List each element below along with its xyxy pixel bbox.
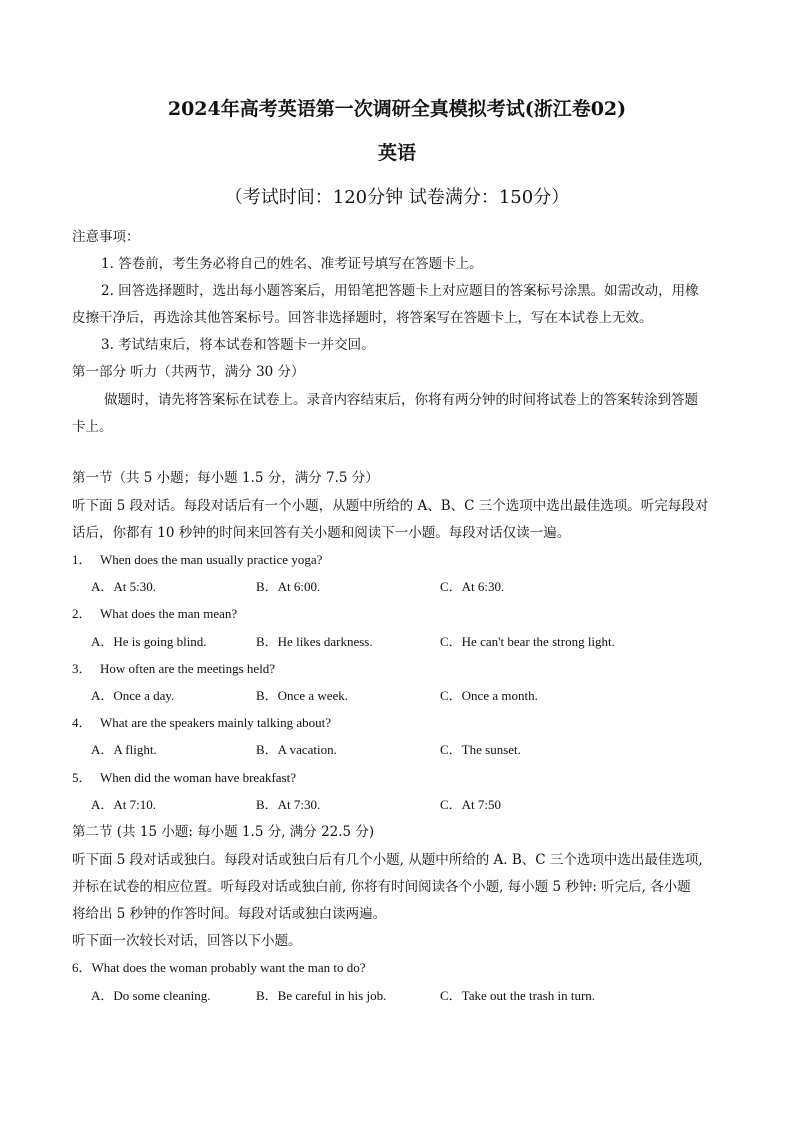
question-text: 6．What does the woman probably want the man to do? — [72, 960, 366, 975]
note-item-2-line2: 皮擦干净后，再选涂其他答案标号。回答非选择题时，将答案写在答题卡上，写在本试卷上无效。 — [72, 310, 653, 326]
option-a: A．He is going blind. — [91, 634, 207, 649]
section2-instruction-line1: 听下面 5 段对话或独白。每段对话或独白后有几个小题, 从题中所给的 A. B、C 三个选项中选出最佳选项, — [72, 852, 703, 868]
question-number: 3． — [72, 661, 92, 676]
option-b: B．At 6:00. — [256, 579, 321, 594]
note-item-1: 1. 答卷前，考生务必将自己的姓名、准考证号填写在答题卡上。 — [101, 256, 483, 272]
option-b: B．Be careful in his job. — [256, 988, 387, 1003]
question-text: What does the man mean? — [100, 606, 238, 621]
exam-time-info: （考试时间：120分钟 试卷满分：150分） — [224, 187, 570, 208]
question-number: 2． — [72, 606, 92, 621]
part1-instruction-line2: 卡上。 — [72, 419, 113, 435]
option-c: C．Take out the trash in turn. — [440, 988, 596, 1003]
option-b: B．A vacation. — [256, 742, 337, 757]
part1-instruction-line1: 做题时，请先将答案标在试卷上。录音内容结束后，你将有两分钟的时间将试卷上的答案转涂到答题 — [104, 392, 698, 408]
option-a: A．At 7:10. — [91, 797, 157, 812]
option-b: B．Once a week. — [256, 688, 349, 703]
exam-title: 2024年高考英语第一次调研全真模拟考试(浙江卷02) — [167, 98, 627, 120]
note-item-2-line1: 2. 回答选择题时，选出每小题答案后，用铅笔把答题卡上对应题目的答案标号涂黑。如需改动，用橡 — [101, 283, 699, 299]
section1-heading: 第一节（共 5 小题；每小题 1.5 分，满分 7.5 分） — [72, 470, 379, 486]
question-text: When did the woman have breakfast? — [100, 770, 297, 785]
option-b: B．At 7:30. — [256, 797, 321, 812]
option-c: C．He can't bear the strong light. — [440, 634, 615, 649]
question-text: What are the speakers mainly talking about? — [100, 715, 332, 730]
notes-heading: 注意事项： — [72, 229, 140, 245]
section2-heading: 第二节 (共 15 小题: 每小题 1.5 分, 满分 22.5 分) — [72, 824, 375, 840]
subject-title: 英语 — [377, 142, 416, 164]
question-number: 1． — [72, 552, 92, 567]
option-a: A．Do some cleaning. — [91, 988, 211, 1003]
long-dialog-instruction: 听下面一次较长对话，回答以下小题。 — [72, 933, 302, 949]
section1-instruction-line2: 话后，你都有 10 秒钟的时间来回答有关小题和阅读下一小题。每段对话仅读一遍。 — [72, 525, 571, 541]
note-item-3: 3. 考试结束后，将本试卷和答题卡一并交回。 — [101, 337, 375, 353]
option-c: C．At 7:50 — [440, 797, 502, 812]
option-c: C．At 6:30. — [440, 579, 505, 594]
option-c: C．Once a month. — [440, 688, 538, 703]
question-number: 5． — [72, 770, 92, 785]
question-number: 4． — [72, 715, 92, 730]
option-c: C．The sunset. — [440, 742, 521, 757]
section1-instruction-line1: 听下面 5 段对话。每段对话后有一个小题，从题中所给的 A、B、C 三个选项中选出最佳选项。听完每段对 — [72, 498, 709, 514]
option-b: B．He likes darkness. — [256, 634, 373, 649]
option-a: A．At 5:30. — [91, 579, 157, 594]
section2-instruction-line2: 并标在试卷的相应位置。听每段对话或独白前, 你将有时间阅读各个小题, 每小题 5 秒钟: 听完后, 各小题 — [72, 879, 691, 895]
question-text: How often are the meetings held? — [100, 661, 276, 676]
section2-instruction-line3: 将给出 5 秒钟的作答时间。每段对话或独白读两遍。 — [72, 906, 387, 922]
question-text: When does the man usually practice yoga? — [100, 552, 323, 567]
option-a: A．A flight. — [91, 742, 157, 757]
option-a: A．Once a day. — [91, 688, 175, 703]
part1-heading: 第一部分 听力（共两节，满分 30 分） — [72, 364, 305, 380]
